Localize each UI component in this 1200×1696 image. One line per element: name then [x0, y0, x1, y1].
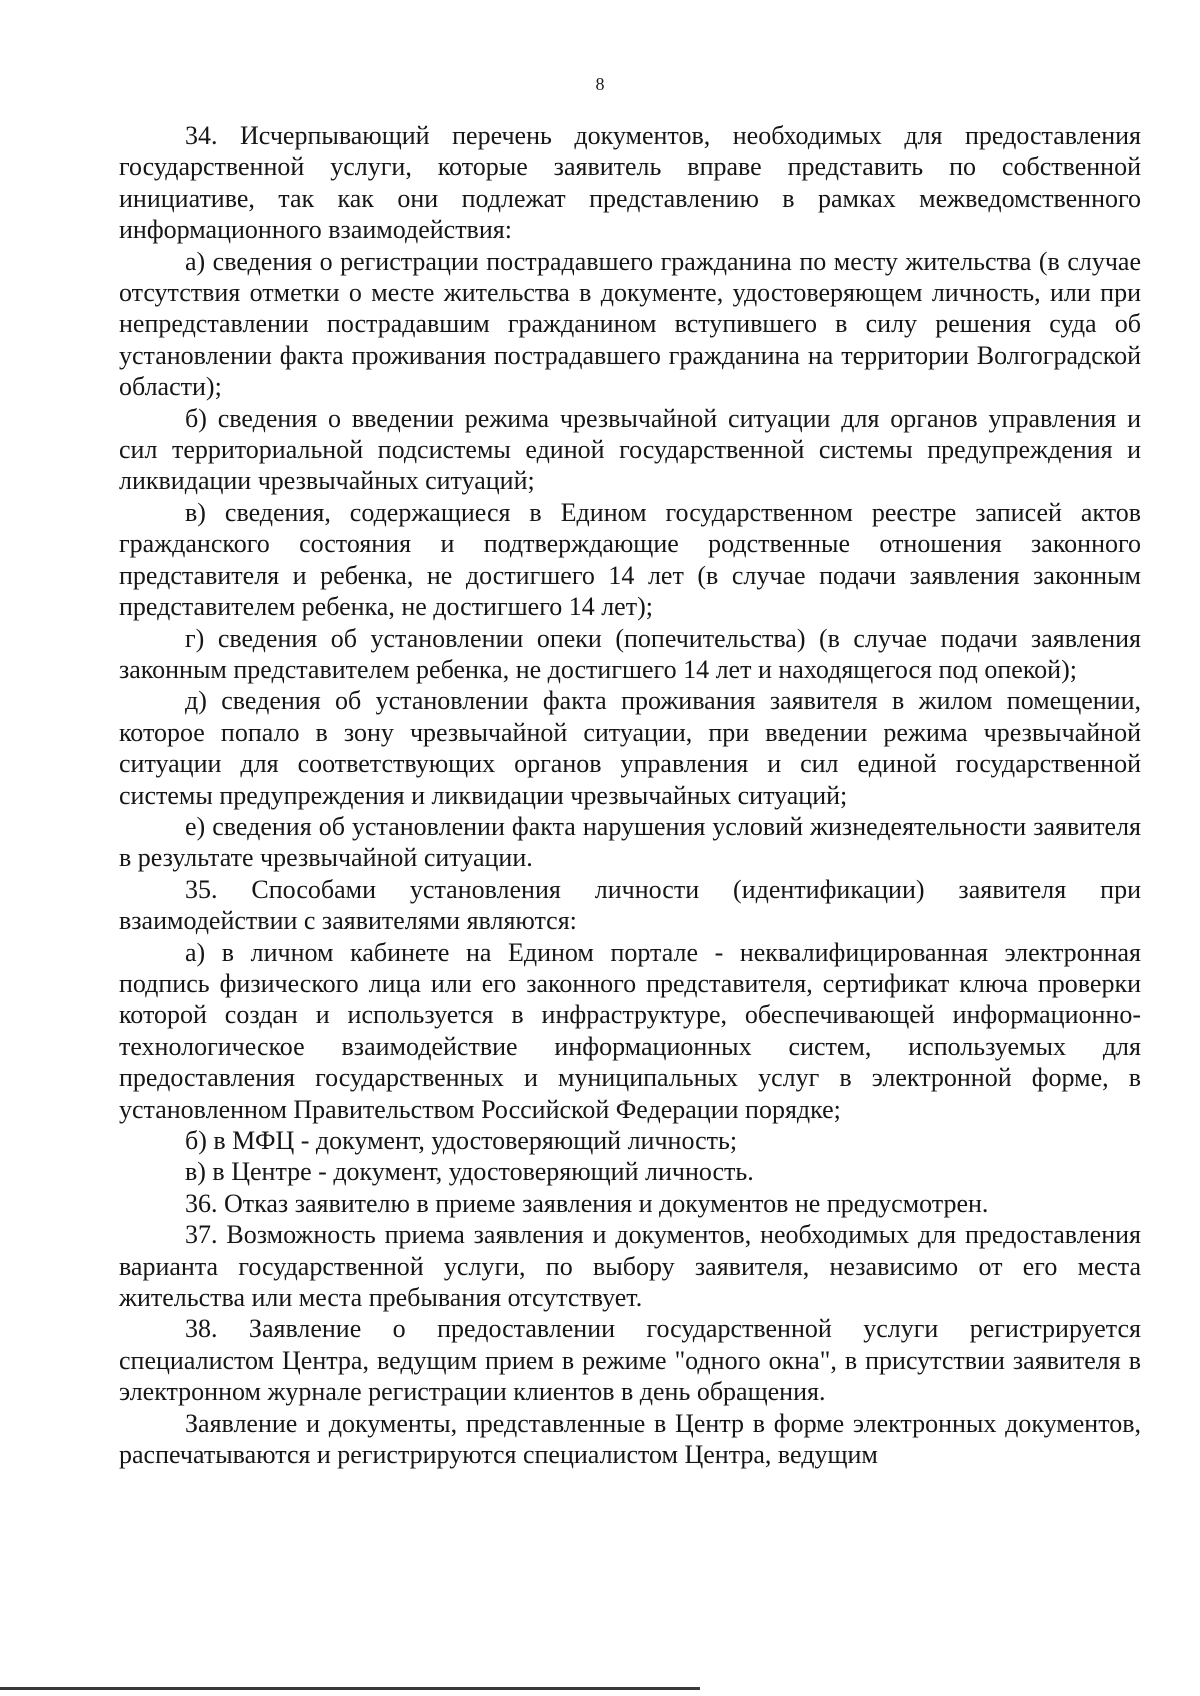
paragraph-34-e: е) сведения об установлении факта нарушения условий жизнедеятельности заявителя в результате чрезвычайной ситуации. — [119, 811, 1141, 873]
paragraph-35-v: в) в Центре - документ, удостоверяющий личность. — [185, 1157, 754, 1187]
paragraph-38: 38. Заявление о предоставлении государственной услуги регистрируется специалистом Центра, ведущим прием в режиме "одного окна", в присутствии заявителя в электронном журнале регистрации клиентов в день обращения. — [119, 1314, 1141, 1407]
paragraph-35: 35. Способами установления личности (идентификации) заявителя при взаимодействии с заявителями являются: — [119, 874, 1141, 936]
paragraph-34-v: в) сведения, содержащиеся в Едином государственном реестре записей актов гражданского состояния и подтверждающие родственные отношения законного представителя и ребенка, не достигшего 14 лет (в случае подачи заявления законным представителем ребенка, не достигшего 14 лет); — [119, 497, 1141, 622]
paragraph-34-a: а) сведения о регистрации пострадавшего гражданина по месту жительства (в случае отсутствия отметки о месте жительства в документе, удостоверяющем личность, или при непредставлении пострадавшим гражданином вступившего в силу решения суда об установлении факта проживания пострадавшего гражданина на территории Волгоградской области); — [119, 246, 1141, 402]
paragraph-35-b: б) в МФЦ - документ, удостоверяющий личность; — [185, 1126, 738, 1155]
page-number: 8 — [595, 74, 605, 94]
document-body — [119, 120, 1141, 1470]
paragraph-35-a: а) в личном кабинете на Едином портале - неквалифицированная электронная подпись физического лица или его законного представителя, сертификат ключа проверки которой создан и используется в инфраструктуре, обеспечивающей информационно-технологическое взаимодействие информационных систем, используемых для предоставления государственных и муниципальных услуг в электронной форме, в установленном Правительством Российской Федерации порядке; — [119, 937, 1141, 1124]
paragraph-34-g: г) сведения об установлении опеки (попечительства) (в случае подачи заявления законным представителем ребенка, не достигшего 14 лет и находящегося под опекой); — [119, 623, 1141, 684]
paragraph-38-continuation: Заявление и документы, представленные в Центр в форме электронных документов, распечатываются и регистрируются специалистом Центра, ведущим — [119, 1408, 1141, 1470]
paragraph-37: 37. Возможность приема заявления и документов, необходимых для предоставления варианта государственной услуги, по выбору заявителя, независимо от его места жительства или места пребывания отсутствует. — [119, 1220, 1141, 1313]
paragraph-34-d: д) сведения об установлении факта проживания заявителя в жилом помещении, которое попало в зону чрезвычайной ситуации, при введении режима чрезвычайной ситуации для соответствующих органов управления и сил единой государственной системы предупреждения и ликвидации чрезвычайных ситуаций; — [119, 686, 1141, 810]
paragraph-36: 36. Отказ заявителю в приеме заявления и документов не предусмотрен. — [185, 1188, 989, 1218]
footer-rule — [0, 1687, 700, 1690]
paragraph-34-b: б) сведения о введении режима чрезвычайной ситуации для органов управления и сил территориальной подсистемы единой государственной системы предупреждения и ликвидации чрезвычайных ситуаций; — [119, 403, 1141, 496]
paragraph-34: 34. Исчерпывающий перечень документов, необходимых для предоставления государственной услуги, которые заявитель вправе представить по собственной инициативе, так как они подлежат представлению в рамках межведомственного информационного взаимодействия: — [119, 121, 1141, 245]
